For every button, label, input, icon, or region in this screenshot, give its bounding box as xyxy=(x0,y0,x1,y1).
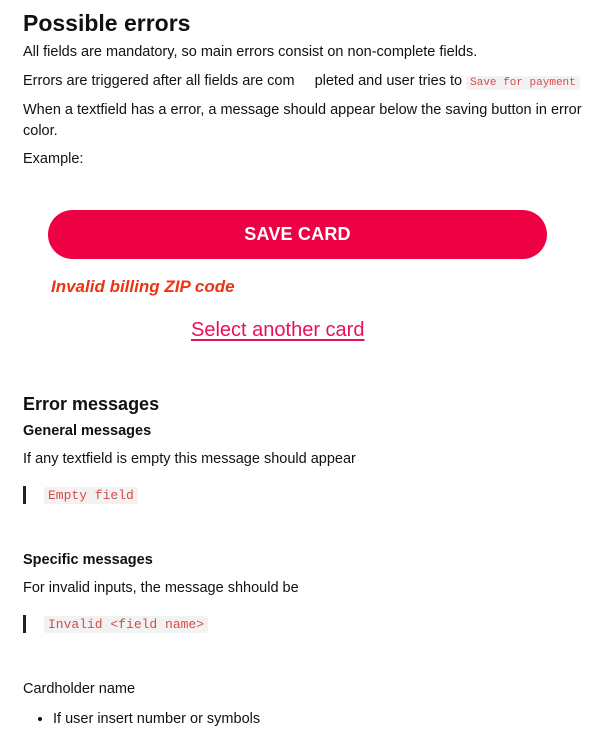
heading-error-messages: Error messages xyxy=(23,394,160,414)
paragraph-specific: For invalid inputs, the message shhould be xyxy=(23,580,299,596)
code-empty-field: Empty field xyxy=(44,487,138,504)
select-another-card-link[interactable]: Select another card xyxy=(191,319,365,341)
paragraph-triggered-text-2: pleted and user tries to xyxy=(314,73,463,89)
error-message: Invalid billing ZIP code xyxy=(51,277,235,296)
heading-possible-errors: Possible errors xyxy=(23,10,191,36)
paragraph-triggered xyxy=(23,71,583,94)
paragraph-error-color: When a textfield has a error, a message should appear below the saving button in error color. xyxy=(23,102,582,139)
paragraph-mandatory: All fields are mandatory, so main errors consist on non-complete fields. xyxy=(23,44,478,60)
code-invalid-field-name: Invalid <field name> xyxy=(44,616,208,633)
example-label: Example: xyxy=(23,151,84,167)
paragraph-general: If any textfield is empty this message should appear xyxy=(23,451,356,467)
list-item: • If user insert number or symbols xyxy=(53,709,583,730)
inline-code-save-for-payment: Save for payment xyxy=(466,76,580,90)
paragraph-triggered-text-1: Errors are triggered after all fields are com xyxy=(23,73,295,89)
cardholder-bullets xyxy=(23,709,583,730)
heading-specific-messages: Specific messages xyxy=(23,552,153,568)
example-preview xyxy=(23,170,583,380)
blockquote-specific xyxy=(23,615,583,633)
cardholder-name-label: Cardholder name xyxy=(23,681,136,697)
heading-general-messages: General messages xyxy=(23,423,152,439)
save-card-button[interactable]: SAVE CARD xyxy=(48,210,547,259)
blockquote-general xyxy=(23,486,583,504)
